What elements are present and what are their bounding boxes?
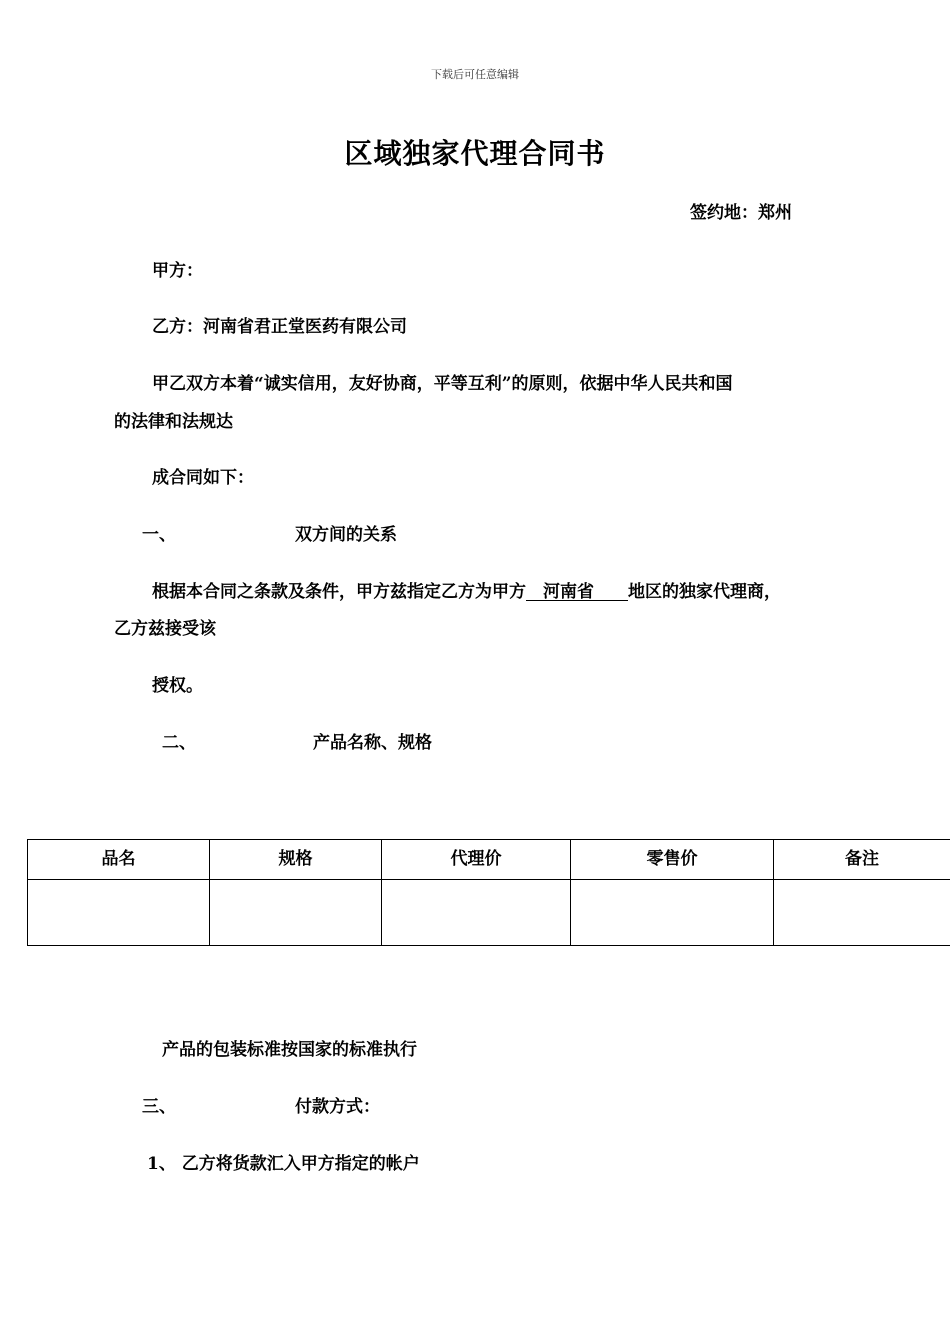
- clause-1-line-2: 乙方兹接受该: [114, 619, 216, 639]
- party-b: 乙方：河南省君正堂医药有限公司: [152, 317, 407, 337]
- table-cell: [210, 880, 382, 946]
- preamble-line-3: 成合同如下：: [152, 468, 254, 488]
- section-2-number: 二、: [162, 733, 196, 753]
- clause-1-text-before: 根据本合同之条款及条件，甲方兹指定乙方为甲方: [152, 582, 526, 602]
- table-cell: [382, 880, 571, 946]
- table-header-row: [28, 840, 950, 880]
- table-cell: [774, 880, 950, 946]
- table-cell: [571, 880, 774, 946]
- section-3-title: 付款方式：: [295, 1097, 380, 1117]
- header-remarks: 备注: [774, 840, 950, 880]
- document-title: 区域独家代理合同书: [344, 137, 606, 170]
- product-table: [27, 839, 950, 946]
- clause-1-text-after: 地区的独家代理商，: [628, 582, 781, 602]
- header-product-name: 品名: [28, 840, 210, 880]
- clause-1-region: 河南省: [526, 582, 628, 602]
- party-a: 甲方：: [152, 261, 203, 281]
- section-1-number: 一、: [142, 525, 176, 545]
- payment-item-1: 1、 乙方将货款汇入甲方指定的帐户: [147, 1154, 420, 1174]
- header-agent-price: 代理价: [382, 840, 571, 880]
- header-note: 下载后可任意编辑: [431, 68, 519, 81]
- clause-1-line-1: [152, 577, 781, 602]
- section-2-title: 产品名称、规格: [313, 733, 432, 753]
- preamble-line-1: 甲乙双方本着“诚实信用，友好协商，平等互利”的原则，依据中华人民共和国: [152, 374, 733, 394]
- signing-place: 签约地：郑州: [690, 203, 792, 223]
- table-cell: [28, 880, 210, 946]
- clause-1-line-3: 授权。: [152, 676, 203, 696]
- section-1-title: 双方间的关系: [295, 525, 397, 545]
- header-specification: 规格: [210, 840, 382, 880]
- packaging-note: 产品的包装标准按国家的标准执行: [162, 1040, 417, 1060]
- preamble-line-2: 的法律和法规达: [114, 412, 233, 432]
- header-retail-price: 零售价: [571, 840, 774, 880]
- table-row: [28, 880, 950, 946]
- section-3-number: 三、: [142, 1097, 176, 1117]
